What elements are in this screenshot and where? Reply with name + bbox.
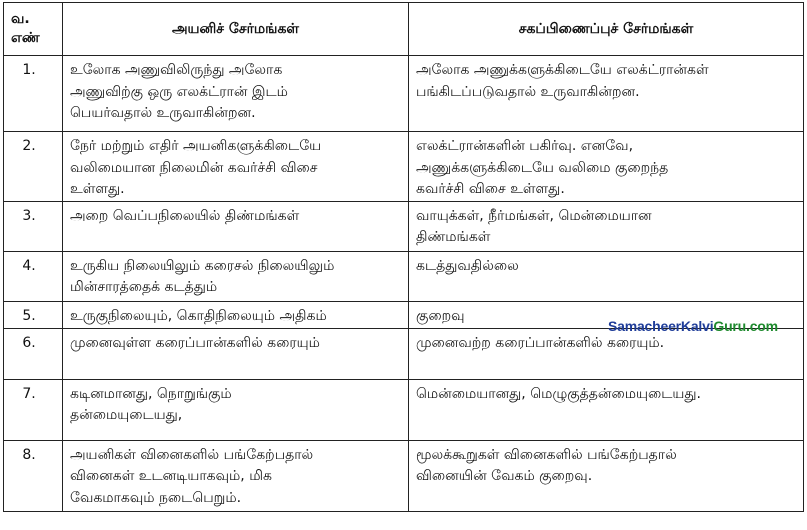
ionic-property-line: வினைகள் உடனடியாகவும், மிக	[70, 468, 272, 484]
covalent-property-cell	[409, 251, 804, 301]
covalent-property-cell	[409, 379, 804, 440]
table-row	[4, 440, 804, 511]
serial-number-cell: 8.	[4, 440, 63, 511]
serial-number-cell: 7.	[4, 379, 63, 440]
ionic-property-cell	[63, 379, 409, 440]
watermark-part-1: SamacheerKalvi	[608, 318, 714, 334]
covalent-property-line: கவர்ச்சி விசை உள்ளது.	[416, 181, 565, 197]
watermark-part-2: Guru.com	[713, 318, 778, 334]
covalent-property-cell	[409, 328, 804, 379]
covalent-property-line: மென்மையானது, மெழுகுத்தன்மையுடையது.	[416, 385, 701, 402]
covalent-property-line: வாயுக்கள், நீர்மங்கள், மென்மையான	[416, 207, 652, 224]
covalent-property-line: மூலக்கூறுகள் வினைகளில் பங்கேற்பதால்	[416, 446, 677, 463]
covalent-property-cell	[409, 132, 804, 202]
ionic-property-line: வேகமாகவும் நடைபெறும்.	[70, 489, 242, 506]
covalent-property-line: எலக்ட்ரான்களின் பகிர்வு. எனவே,	[416, 138, 634, 154]
table-body	[4, 56, 804, 512]
covalent-property-line: திண்மங்கள்	[416, 229, 491, 245]
covalent-property-line: முனைவற்ற கரைப்பான்களில் கரையும்.	[416, 334, 665, 351]
ionic-property-line: வலிமையான நிலைமின் கவர்ச்சி விசை	[70, 159, 318, 176]
ionic-property-line: கடினமானது, நொறுங்கும்	[70, 385, 232, 402]
covalent-property-line: கடத்துவதில்லை	[416, 257, 519, 274]
ionic-property-line: உள்ளது.	[70, 181, 125, 197]
covalent-property-line: அணுக்களுக்கிடையே வலிமை குறைந்த	[416, 159, 669, 176]
ionic-property-line: உருகுநிலையும், கொதிநிலையும் அதிகம்	[70, 307, 327, 324]
header-row	[4, 3, 804, 56]
ionic-property-line: பெயர்வதால் உருவாகின்றன.	[70, 105, 256, 121]
serial-number-cell: 4.	[4, 251, 63, 301]
ionic-property-cell	[63, 440, 409, 511]
comparison-table	[3, 2, 804, 512]
ionic-property-cell	[63, 301, 409, 328]
ionic-property-line: மின்சாரத்தைக் கடத்தும்	[70, 279, 218, 295]
table-row	[4, 251, 804, 301]
ionic-property-line: முனைவுள்ள கரைப்பான்களில் கரையும்	[70, 334, 320, 351]
table-row	[4, 328, 804, 379]
serial-number-cell: 6.	[4, 328, 63, 379]
covalent-property-cell	[409, 56, 804, 132]
covalent-property-cell	[409, 440, 804, 511]
covalent-property-line: குறைவு	[416, 307, 465, 324]
ionic-property-cell	[63, 56, 409, 132]
ionic-property-line: நேர் மற்றும் எதிர் அயனிகளுக்கிடையே	[70, 138, 322, 154]
covalent-property-line: வினையின் வேகம் குறைவு.	[416, 468, 593, 484]
serial-header-line-2: எண்	[11, 30, 40, 46]
ionic-property-line: தன்மையுடையது,	[70, 407, 183, 423]
serial-number-cell: 1.	[4, 56, 63, 132]
serial-number-cell: 3.	[4, 201, 63, 251]
ionic-property-line: உருகிய நிலையிலும் கரைசல் நிலையிலும்	[70, 257, 335, 274]
ionic-property-line: அறை வெப்பநிலையில் திண்மங்கள்	[70, 207, 300, 224]
covalent-property-line: பங்கிடப்படுவதால் உருவாகின்றன.	[416, 83, 640, 100]
serial-header-line-1: வ.	[11, 11, 30, 27]
serial-number-cell: 5.	[4, 301, 63, 328]
ionic-property-cell	[63, 251, 409, 301]
watermark	[608, 318, 778, 334]
ionic-property-cell	[63, 201, 409, 251]
table-row	[4, 379, 804, 440]
ionic-property-line: அணுவிற்கு ஒரு எலக்ட்ரான் இடம்	[70, 83, 288, 100]
covalent-property-cell	[409, 201, 804, 251]
ionic-property-cell	[63, 132, 409, 202]
ionic-property-cell	[63, 328, 409, 379]
ionic-property-line: அயனிகள் வினைகளில் பங்கேற்பதால்	[70, 446, 314, 463]
ionic-compounds-header: அயனிச் சேர்மங்கள்	[63, 3, 409, 56]
table-row	[4, 132, 804, 202]
table-row	[4, 56, 804, 132]
covalent-property-line: அலோக அணுக்களுக்கிடையே எலக்ட்ரான்கள்	[416, 62, 709, 78]
table-row	[4, 201, 804, 251]
covalent-compounds-header: சகப்பிணைப்புச் சேர்மங்கள்	[409, 3, 804, 56]
serial-number-cell: 2.	[4, 132, 63, 202]
ionic-property-line: உலோக அணுவிலிருந்து அலோக	[70, 62, 283, 78]
serial-number-header	[4, 3, 63, 56]
